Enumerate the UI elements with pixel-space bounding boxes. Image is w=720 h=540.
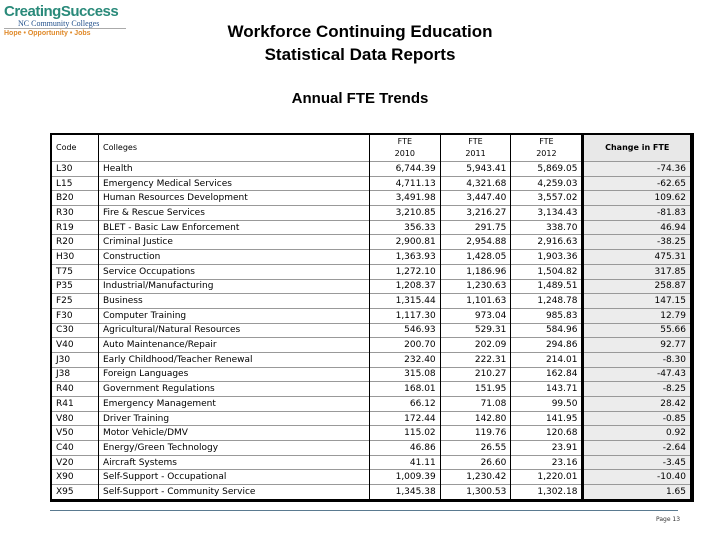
cell-fte-2011: 1,101.63 (440, 294, 511, 309)
fte-table (50, 133, 694, 502)
cell-change: -81.83 (583, 206, 692, 221)
title-line1: Workforce Continuing Education (227, 22, 493, 41)
cell-code: V20 (51, 455, 99, 470)
cell-change: 92.77 (583, 338, 692, 353)
table-row (51, 220, 692, 235)
cell-change: 109.62 (583, 191, 692, 206)
cell-fte-2010: 232.40 (370, 352, 441, 367)
header-colleges: Colleges (99, 134, 370, 162)
cell-code: R41 (51, 397, 99, 412)
header-fte-2010 (370, 134, 441, 162)
cell-college: Criminal Justice (99, 235, 370, 250)
cell-college: Industrial/Manufacturing (99, 279, 370, 294)
cell-change: 0.92 (583, 426, 692, 441)
cell-college: Business (99, 294, 370, 309)
cell-change: 258.87 (583, 279, 692, 294)
cell-code: F30 (51, 308, 99, 323)
cell-code: C40 (51, 441, 99, 456)
cell-fte-2011: 119.76 (440, 426, 511, 441)
cell-change: -8.30 (583, 352, 692, 367)
cell-fte-2012: 1,302.18 (511, 485, 583, 501)
cell-change: -47.43 (583, 367, 692, 382)
cell-fte-2011: 3,447.40 (440, 191, 511, 206)
table-row (51, 455, 692, 470)
cell-fte-2011: 151.95 (440, 382, 511, 397)
cell-code: R19 (51, 220, 99, 235)
cell-fte-2012: 338.70 (511, 220, 583, 235)
cell-fte-2010: 1,272.10 (370, 264, 441, 279)
cell-change: 12.79 (583, 308, 692, 323)
cell-code: X95 (51, 485, 99, 501)
table-row (51, 264, 692, 279)
cell-code: R20 (51, 235, 99, 250)
logo-line3: Hope • Opportunity • Jobs (4, 28, 126, 38)
table-row (51, 235, 692, 250)
table-row (51, 411, 692, 426)
cell-fte-2010: 200.70 (370, 338, 441, 353)
header-year: 2012 (536, 149, 557, 158)
cell-fte-2010: 546.93 (370, 323, 441, 338)
table-header-row (51, 134, 692, 162)
header-fte-label: FTE (397, 137, 413, 146)
cell-fte-2011: 5,943.41 (440, 162, 511, 177)
cell-fte-2010: 168.01 (370, 382, 441, 397)
cell-fte-2012: 1,489.51 (511, 279, 583, 294)
header-fte-label: FTE (539, 137, 554, 146)
cell-fte-2011: 26.60 (440, 455, 511, 470)
cell-code: F25 (51, 294, 99, 309)
page-subtitle: Annual FTE Trends (291, 90, 429, 107)
cell-code: V80 (51, 411, 99, 426)
cell-code: C30 (51, 323, 99, 338)
cell-fte-2011: 2,954.88 (440, 235, 511, 250)
cell-fte-2012: 214.01 (511, 352, 583, 367)
cell-code: L30 (51, 162, 99, 177)
table-row (51, 367, 692, 382)
cell-fte-2011: 210.27 (440, 367, 511, 382)
cell-fte-2010: 1,208.37 (370, 279, 441, 294)
cell-change: -62.65 (583, 176, 692, 191)
header-fte-2012 (511, 134, 583, 162)
cell-fte-2011: 4,321.68 (440, 176, 511, 191)
table-row (51, 162, 692, 177)
cell-change: -10.40 (583, 470, 692, 485)
page-number: Page 13 (656, 516, 681, 523)
cell-code: V40 (51, 338, 99, 353)
cell-college: Self-Support - Occupational (99, 470, 370, 485)
cell-fte-2012: 3,557.02 (511, 191, 583, 206)
cell-fte-2010: 1,345.38 (370, 485, 441, 501)
cell-change: -2.64 (583, 441, 692, 456)
logo (4, 4, 126, 38)
header-year: 2010 (394, 149, 416, 158)
cell-fte-2012: 162.84 (511, 367, 583, 382)
table-row (51, 426, 692, 441)
cell-college: Human Resources Development (99, 191, 370, 206)
cell-fte-2012: 120.68 (511, 426, 583, 441)
cell-fte-2012: 1,504.82 (511, 264, 583, 279)
cell-college: Energy/Green Technology (99, 441, 370, 456)
cell-change: 28.42 (583, 397, 692, 412)
cell-fte-2011: 1,186.96 (440, 264, 511, 279)
cell-code: J38 (51, 367, 99, 382)
table-row (51, 382, 692, 397)
table-body (51, 162, 692, 501)
cell-code: V50 (51, 426, 99, 441)
cell-fte-2010: 66.12 (370, 397, 441, 412)
cell-college: Emergency Medical Services (99, 176, 370, 191)
table-row (51, 338, 692, 353)
table-row (51, 250, 692, 265)
table-row (51, 206, 692, 221)
cell-college: Government Regulations (99, 382, 370, 397)
cell-college: Computer Training (99, 308, 370, 323)
cell-fte-2012: 23.16 (511, 455, 583, 470)
cell-fte-2010: 41.11 (370, 455, 441, 470)
cell-code: J30 (51, 352, 99, 367)
table-row (51, 323, 692, 338)
cell-fte-2011: 1,428.05 (440, 250, 511, 265)
cell-fte-2012: 294.86 (511, 338, 583, 353)
cell-fte-2012: 99.50 (511, 397, 583, 412)
cell-fte-2011: 71.08 (440, 397, 511, 412)
cell-college: Construction (99, 250, 370, 265)
cell-fte-2011: 973.04 (440, 308, 511, 323)
cell-fte-2010: 1,009.39 (370, 470, 441, 485)
title-line2: Statistical Data Reports (264, 45, 456, 64)
cell-fte-2011: 202.09 (440, 338, 511, 353)
footer-divider (50, 510, 678, 511)
cell-college: Self-Support - Community Service (99, 485, 370, 501)
table-row (51, 294, 692, 309)
cell-college: Emergency Management (99, 397, 370, 412)
cell-fte-2010: 3,210.85 (370, 206, 441, 221)
cell-fte-2012: 1,220.01 (511, 470, 583, 485)
cell-college: Agricultural/Natural Resources (99, 323, 370, 338)
cell-college: Fire & Rescue Services (99, 206, 370, 221)
cell-fte-2010: 4,711.13 (370, 176, 441, 191)
cell-fte-2011: 1,230.63 (440, 279, 511, 294)
cell-fte-2010: 315.08 (370, 367, 441, 382)
cell-fte-2010: 1,117.30 (370, 308, 441, 323)
cell-fte-2012: 143.71 (511, 382, 583, 397)
header-fte-2011 (440, 134, 511, 162)
table-row (51, 470, 692, 485)
cell-code: P35 (51, 279, 99, 294)
table-row (51, 191, 692, 206)
cell-fte-2011: 26.55 (440, 441, 511, 456)
cell-college: Service Occupations (99, 264, 370, 279)
cell-college: Foreign Languages (99, 367, 370, 382)
cell-change: 1.65 (583, 485, 692, 501)
cell-fte-2010: 1,315.44 (370, 294, 441, 309)
header-code: Code (51, 134, 99, 162)
cell-fte-2011: 222.31 (440, 352, 511, 367)
cell-fte-2010: 3,491.98 (370, 191, 441, 206)
cell-code: R40 (51, 382, 99, 397)
cell-fte-2012: 3,134.43 (511, 206, 583, 221)
cell-fte-2010: 115.02 (370, 426, 441, 441)
header-fte-label: FTE (468, 137, 483, 146)
cell-fte-2011: 529.31 (440, 323, 511, 338)
cell-fte-2010: 172.44 (370, 411, 441, 426)
cell-fte-2012: 985.83 (511, 308, 583, 323)
table-row (51, 441, 692, 456)
table-row (51, 485, 692, 501)
cell-fte-2010: 2,900.81 (370, 235, 441, 250)
cell-code: X90 (51, 470, 99, 485)
cell-college: Driver Training (99, 411, 370, 426)
header-year: 2011 (465, 149, 486, 158)
cell-college: BLET - Basic Law Enforcement (99, 220, 370, 235)
cell-fte-2011: 142.80 (440, 411, 511, 426)
cell-college: Aircraft Systems (99, 455, 370, 470)
cell-code: B20 (51, 191, 99, 206)
logo-line2: NC Community Colleges (18, 19, 100, 28)
header-change: Change in FTE (583, 134, 692, 162)
cell-change: -38.25 (583, 235, 692, 250)
table-row (51, 352, 692, 367)
cell-fte-2012: 5,869.05 (511, 162, 583, 177)
cell-fte-2010: 1,363.93 (370, 250, 441, 265)
cell-change: -74.36 (583, 162, 692, 177)
cell-change: -3.45 (583, 455, 692, 470)
cell-change: 46.94 (583, 220, 692, 235)
cell-fte-2011: 1,230.42 (440, 470, 511, 485)
cell-fte-2012: 141.95 (511, 411, 583, 426)
table-row (51, 176, 692, 191)
cell-fte-2012: 1,248.78 (511, 294, 583, 309)
cell-fte-2010: 356.33 (370, 220, 441, 235)
cell-fte-2010: 6,744.39 (370, 162, 441, 177)
cell-fte-2010: 46.86 (370, 441, 441, 456)
table-row (51, 279, 692, 294)
cell-fte-2012: 584.96 (511, 323, 583, 338)
cell-code: H30 (51, 250, 99, 265)
table-row (51, 397, 692, 412)
cell-fte-2012: 1,903.36 (511, 250, 583, 265)
cell-fte-2011: 1,300.53 (440, 485, 511, 501)
cell-change: 475.31 (583, 250, 692, 265)
logo-line1: CreatingSuccess (4, 3, 119, 20)
cell-change: -8.25 (583, 382, 692, 397)
cell-college: Auto Maintenance/Repair (99, 338, 370, 353)
cell-fte-2012: 2,916.63 (511, 235, 583, 250)
cell-fte-2012: 23.91 (511, 441, 583, 456)
cell-code: R30 (51, 206, 99, 221)
table-row (51, 308, 692, 323)
cell-fte-2011: 3,216.27 (440, 206, 511, 221)
page-title (180, 20, 540, 66)
cell-college: Early Childhood/Teacher Renewal (99, 352, 370, 367)
cell-code: T75 (51, 264, 99, 279)
cell-change: 317.85 (583, 264, 692, 279)
cell-change: 147.15 (583, 294, 692, 309)
cell-code: L15 (51, 176, 99, 191)
cell-change: -0.85 (583, 411, 692, 426)
cell-fte-2012: 4,259.03 (511, 176, 583, 191)
cell-college: Motor Vehicle/DMV (99, 426, 370, 441)
cell-college: Health (99, 162, 370, 177)
cell-fte-2011: 291.75 (440, 220, 511, 235)
cell-change: 55.66 (583, 323, 692, 338)
